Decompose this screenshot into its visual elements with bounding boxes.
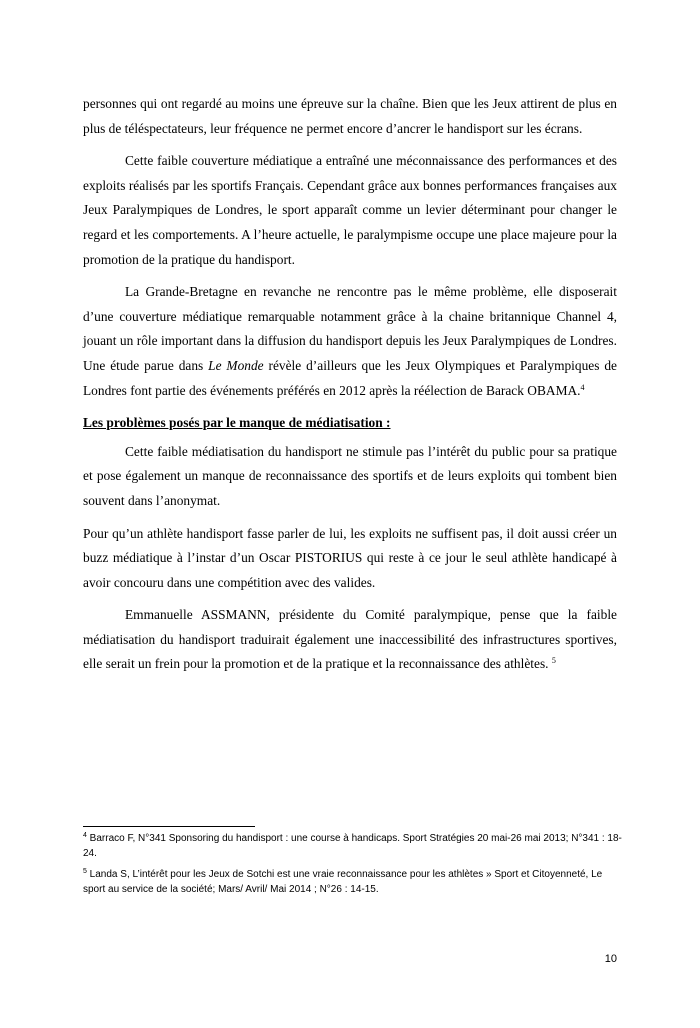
footnote-number: 4 [83, 832, 87, 839]
footnote-ref-5: 5 [551, 656, 556, 666]
footnote-ref-4: 4 [580, 382, 585, 392]
footnotes [83, 831, 623, 903]
paragraph-3 [83, 280, 617, 403]
footnote-5 [83, 867, 623, 897]
document-body [83, 92, 617, 677]
section-heading: Les problèmes posés par le manque de médiatisation : [83, 415, 391, 431]
paragraph-6 [83, 603, 617, 677]
paragraph-3-text-a: La Grande-Bretagne en revanche ne rencontre pas le même problème, elle disposerait d’une couverture médiatique remarquable notamment grâce à la chaine britannique Channel 4, jouant un rôle important dans la diffusion du handisport depuis les Jeux Paralympiques de Londres. Une étude parue dans [83, 284, 617, 373]
footnote-text: Landa S, L’intérêt pour les Jeux de Sotchi est une vraie reconnaissance pour les athlètes » Sport et Citoyenneté, Le sport au service de la société; Mars/ Avril/ Mai 2014 ; N°26 : 14-15. [83, 869, 603, 895]
footnote-number: 5 [83, 868, 87, 875]
footnote-text: Barraco F, N°341 Sponsoring du handisport : une course à handicaps. Sport Stratégies 20 mai-26 mai 2013; N°341 : 18-24. [83, 833, 622, 859]
paragraph-1: personnes qui ont regardé au moins une épreuve sur la chaîne. Bien que les Jeux attirent de plus en plus de téléspectateurs, leur fréquence ne permet encore d’ancrer le handisport sur les écrans. [83, 96, 617, 136]
footnote-separator [83, 826, 255, 827]
page-number: 10 [604, 953, 617, 965]
footnote-4 [83, 831, 623, 861]
paragraph-5: Pour qu’un athlète handisport fasse parler de lui, les exploits ne suffisent pas, il doit aussi créer un buzz médiatique à l’instar d’un Oscar PISTORIUS qui reste à ce jour le seul athlète handicapé à avoir concouru dans une compétition avec des valides. [83, 525, 617, 590]
newspaper-title: Le Monde [208, 357, 264, 373]
paragraph-6-text: Emmanuelle ASSMANN, présidente du Comité paralympique, pense que la faible médiatisation du handisport traduirait également une inaccessibilité des infrastructures sportives, elle serait un frein pour la promotion et de la pratique et la reconnaissance des athlètes. [83, 607, 617, 672]
paragraph-2: Cette faible couverture médiatique a entraîné une méconnaissance des performances et des exploits réalisés par les sportifs Français. Cependant grâce aux bonnes performances françaises aux Jeux Paralympiques de Londres, le sport apparaît comme un levier déterminant pour changer le regard et les comportements. A l’heure actuelle, le paralympisme occupe une place majeure pour la promotion de la pratique du handisport. [83, 153, 617, 267]
paragraph-4: Cette faible médiatisation du handisport ne stimule pas l’intérêt du public pour sa pratique et pose également un manque de reconnaissance des sportifs et de leurs exploits qui tombent bien souvent dans l’anonymat. [83, 443, 617, 508]
paragraph-3-text-b: révèle d’ailleurs que les Jeux Olympiques et Paralympiques de Londres font partie des événements préférés en 2012 après la réélection de Barack OBAMA. [83, 357, 617, 398]
